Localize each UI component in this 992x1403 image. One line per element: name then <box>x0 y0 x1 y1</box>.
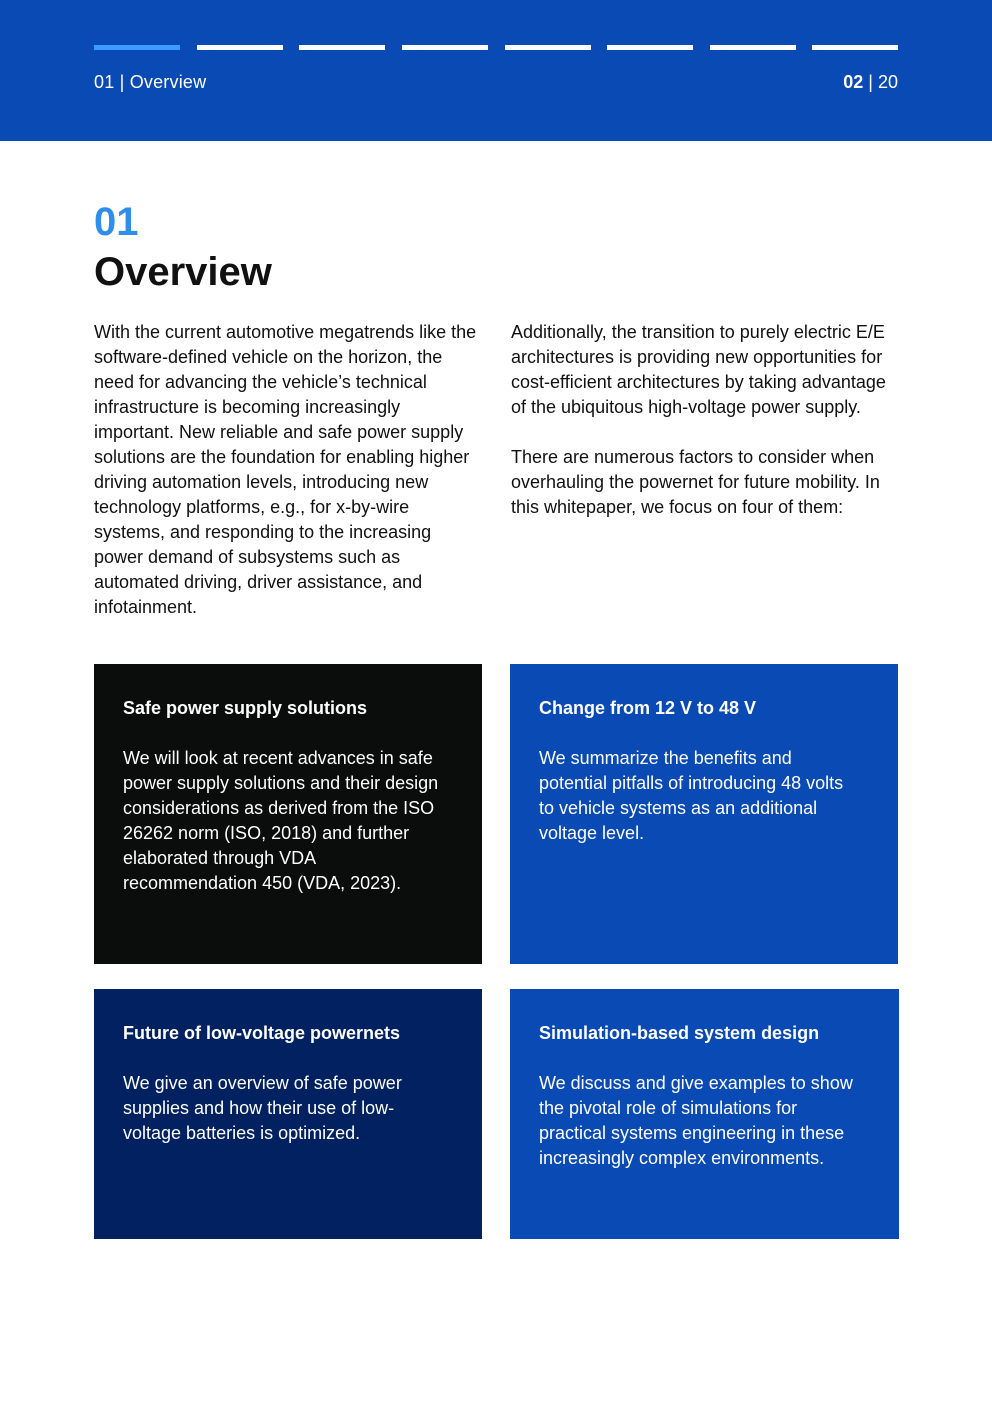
card-body: We summarize the benefits and potential pitfalls of introducing 48 volts to vehicle systems as an additional voltage level. <box>539 748 844 843</box>
topic-card-low-voltage <box>94 989 482 1239</box>
card-body: We discuss and give examples to show the pivotal role of simulations for practical systems engineering in these increasingly complex environments. <box>539 1073 853 1168</box>
progress-segment-6[interactable] <box>607 45 693 50</box>
progress-segment-2[interactable] <box>197 45 283 50</box>
topic-card-12v-48v <box>510 664 898 964</box>
progress-segment-3[interactable] <box>299 45 385 50</box>
progress-segment-5[interactable] <box>505 45 591 50</box>
section-progress-bar <box>94 45 898 50</box>
page-header <box>0 0 992 141</box>
intro-paragraph: Additionally, the transition to purely electric E/E architectures is providing new opportunities for cost-efficient architectures by taking advantage of the ubiquitous high-voltage power supply. <box>511 322 886 417</box>
intro-column-left <box>94 320 484 645</box>
page-indicator <box>843 72 898 93</box>
progress-segment-8[interactable] <box>812 45 898 50</box>
page-total: 20 <box>877 72 898 92</box>
card-title: Future of low-voltage powernets <box>123 1023 401 1043</box>
card-title: Change from 12 V to 48 V <box>539 698 757 718</box>
page-title: Overview <box>94 250 272 294</box>
progress-segment-1[interactable] <box>94 45 180 50</box>
card-body: We give an overview of safe power supplies and how their use of low-voltage batteries is optimized. <box>123 1073 402 1143</box>
topic-card-safe-power <box>94 664 482 964</box>
progress-segment-7[interactable] <box>710 45 796 50</box>
topic-card-simulation <box>510 989 899 1239</box>
page-current: 02 <box>843 72 864 92</box>
card-body: We will look at recent advances in safe power supply solutions and their design considerations as derived from the ISO 26262 norm (ISO, 2018) and further elaborated through VDA recommendation 450 (VDA, 2023). <box>123 748 439 893</box>
intro-paragraph: With the current automotive megatrends like the software-defined vehicle on the horizon, the need for advancing the vehicle’s technical infrastructure is becoming increasingly important. New reliable and safe power supply solutions are the foundation for enabling higher driving automation levels, introducing new technology platforms, e.g., for x-by-wire systems, and responding to the increasing power demand of subsystems such as automated driving, driver assistance, and infotainment. <box>94 322 477 617</box>
card-title: Simulation-based system design <box>539 1023 820 1043</box>
page-separator: | <box>863 72 878 92</box>
section-number: 01 <box>94 200 139 244</box>
progress-segment-4[interactable] <box>402 45 488 50</box>
card-title: Safe power supply solutions <box>123 698 368 718</box>
intro-paragraph: There are numerous factors to consider when overhauling the powernet for future mobility. In this whitepaper, we focus on four of them: <box>511 447 880 517</box>
intro-column-right <box>511 320 901 545</box>
breadcrumb: 01 | Overview <box>94 72 207 92</box>
